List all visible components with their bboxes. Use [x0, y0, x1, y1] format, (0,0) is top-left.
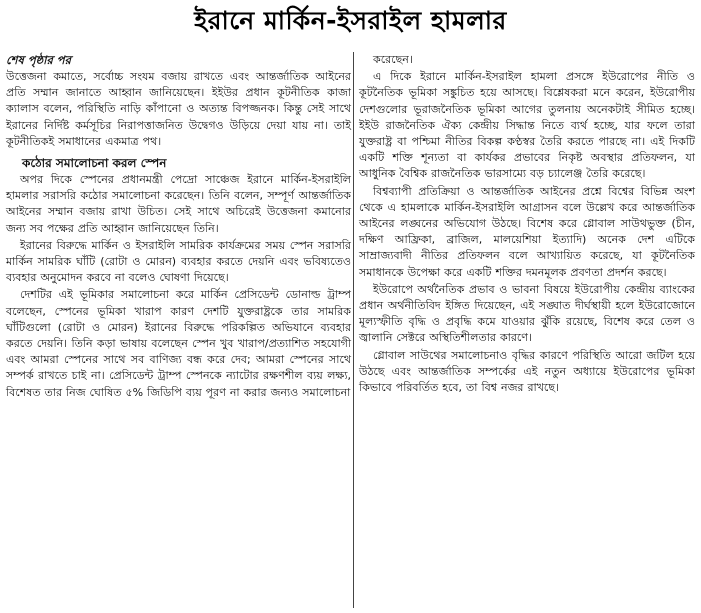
article-paragraph: গ্লোবাল সাউথের সমালোচনাও বৃদ্ধির কারণে পরিস্থিতি আরো জটিল হয়ে উঠছে এবং আন্তর্জাতিক সম্পর্কের এই নতুন অধ্যায়ে ইউরোপের ভূমিকা কিভাবে পরিবর্তিত হবে, তা বিশ্ব নজর রাখছে। [359, 348, 695, 395]
article-paragraph: উত্তেজনা কমাতে, সর্বোচ্চ সংযম বজায় রাখতে এবং আন্তর্জাতিক আইনের প্রতি সম্মান জানাতে আহ্বান জানিয়েছেন। ইইউর প্রধান কূটনীতিক কাজা ক্যালাস বলেন, পরিস্থিতি নাড়ি কাঁপানো ও অত্যন্ত বিপজ্জনক। কিন্তু সেই সাথে ইরানের নির্দিষ্ট কর্মসূচির নিরাপত্তাজনিত উদ্বেগও উড়িয়ে দেয়া যায় না। তাই কূটনীতিকই সমাধানের একমাত্র পথ। [6, 70, 351, 148]
article-paragraph: ইউরোপে অর্থনৈতিক প্রভাব ও ভাবনা বিষয়ে ইউরোপীয় কেন্দ্রীয় ব্যাংকের প্রধান অর্থনীতিবিদ ইঙ্গিত দিয়েছেন, এই সঙ্ঘাত দীর্ঘস্থায়ী হলে ইউরোজোনে মূল্যস্ফীতি বৃদ্ধি ও প্রবৃদ্ধি কমে যাওয়ার ঝুঁকি রয়েছে, বিশেষ করে তেল ও জ্বালানি সেক্টরে অস্থিতিশীলতার কারণে। [359, 282, 695, 345]
continued-from-label: শেষ পৃষ্ঠার পর [6, 53, 71, 67]
article-paragraph: ইরানের বিরুদ্ধে মার্কিন ও ইসরাইলি সামরিক কার্যক্রমের সময় স্পেন সরাসরি মার্কিন সামরিক ঘাঁটি (রোটা ও মোরন) ব্যবহার করতে দেয়নি এবং ভবিষ্যতেও ব্যবহার অনুমোদন করবে না বলেও ঘোষণা দিয়েছে। [6, 238, 351, 285]
article-paragraph: অপর দিকে স্পেনের প্রধানমন্ত্রী পেদ্রো সাঞ্চেজ ইরানে মার্কিন-ইসরাইলি হামলার সরাসরি কঠোর সমালোচনা করেছেন। তিনি বলেন, সম্পূর্ণ আন্তর্জাতিক আইনের সম্মান বজায় রাখা উচিত। সেই সাথে অচিরেই উত্তেজনা কমানোর জন্য সব পক্ষের প্রতি আহ্বান জানিয়েছেন তিনি। [6, 173, 351, 235]
column-divider [353, 52, 354, 608]
subheading: কঠোর সমালোচনা করল স্পেন [22, 156, 167, 171]
article-paragraph: দেশটির এই ভূমিকার সমালোচনা করে মার্কিন প্রেসিডেন্ট ডোনাল্ড ট্রাম্প বলেছেন, স্পেনের ভূমিকা খারাপ কারণ দেশটি যুক্তরাষ্ট্রকে তার সামরিক ঘাঁটিগুলো (রোটা ও মোরন) ইরানের বিরুদ্ধে পরিকল্পিত অভিযানে ব্যবহার করতে দেয়নি। তিনি কড়া ভাষায় বলেছেন স্পেন খুব খারাপ/প্রত্যাশিত সহযোগী এবং আমরা স্পেনের সাথে সব বাণিজ্য বন্ধ করে দেব; আমরা স্পেনের সাথে সম্পর্ক রাখতে চাই না। প্রেসিডেন্ট ট্রাম্প স্পেনকে ন্যাটোর রক্ষণশীল ব্যয় লক্ষ্য, বিশেষত তার নিজ ঘোষিত ৫% জিডিপি ব্যয় পূরণ না করার জন্যও সমালোচনা [6, 288, 351, 399]
right-column [359, 52, 695, 396]
article-paragraph: করেছেন। [373, 53, 413, 66]
article-paragraph: এ দিকে ইরানে মার্কিন-ইসরাইল হামলা প্রসঙ্গে ইউরোপের নীতি ও কূটনৈতিক ভূমিকা সঙ্কুচিত হয়ে আসছে। বিশ্লেষকরা মনে করেন, ইউরোপীয় দেশগুলোর ভূরাজনৈতিক ভূমিকা আগের তুলনায় অনেকটাই সীমিত হচ্ছে। ইইউ রাজনৈতিক ঐক্য কেন্দ্রীয় সিদ্ধান্ত নিতে ব্যর্থ হচ্ছে, যার ফলে তারা যুক্তরাষ্ট্র বা পশ্চিমা নীতির বিকল্প কণ্ঠস্বর তৈরি করতে পারছে না। এই দিকটি একটি শক্তি শূন্যতা বা কার্যকর প্রভাবের নিকৃষ্ট অবস্থার প্রতিফলন, যা আধুনিক বৈশ্বিক রাজনৈতিক ভারসাম্যে বড় চ্যালেঞ্জ তৈরি করেছে। [359, 70, 695, 181]
headline: ইরানে মার্কিন-ইসরাইল হামলার [194, 6, 507, 35]
article-paragraph: বিশ্বব্যাপী প্রতিক্রিয়া ও আন্তর্জাতিক আইনের প্রশ্নে বিশ্বের বিভিন্ন অংশ থেকে এ হামলাকে মার্কিন-ইসরাইলি আগ্রাসন বলে উল্লেখ করে আন্তর্জাতিক আইনের লঙ্ঘনের অভিযোগ উঠছে। বিশেষ করে গ্লোবাল সাউথভুক্ত (চীন, দক্ষিণ আফ্রিকা, ব্রাজিল, মালয়েশিয়া ইত্যাদি) অনেক দেশ এটিকে সাম্রাজ্যবাদী নীতির প্রতিফলন বলে আখ্যায়িত করেছে, যা কূটনৈতিক সমাধানকে উপেক্ষা করে একটি শক্তির দমনমূলক প্রবণতা প্রদর্শন করছে। [359, 184, 695, 279]
left-column [6, 52, 351, 401]
